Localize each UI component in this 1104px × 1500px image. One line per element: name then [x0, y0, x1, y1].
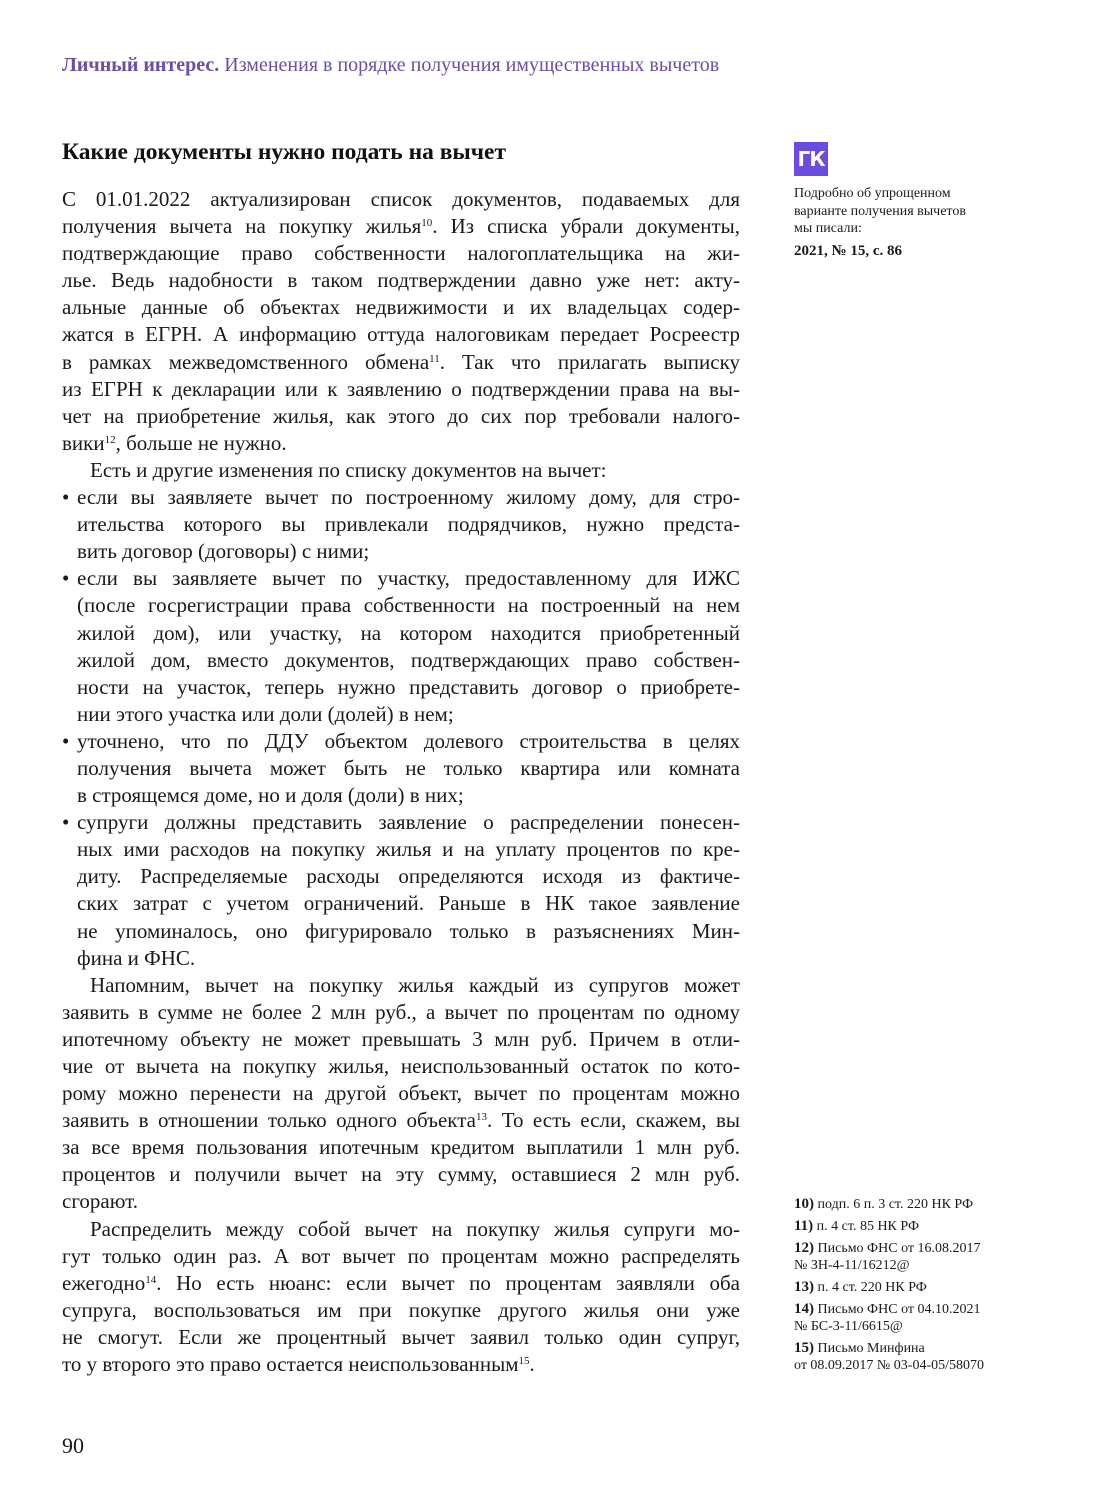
text-run: С 01.01.2022 актуализирован список документов, подаваемых для	[62, 187, 740, 211]
footnote-number: 12)	[794, 1239, 814, 1256]
text-run: . Из списка убрали документы,	[432, 214, 740, 239]
footnote-ref: 13	[476, 1111, 487, 1124]
list-item-line	[62, 620, 740, 647]
footnote-ref: 14	[145, 1273, 157, 1286]
paragraph-line	[62, 1351, 740, 1378]
footnote-text: подп. 6 п. 3 ст. 220 НК РФ	[817, 1197, 974, 1212]
paragraph-line	[62, 213, 740, 240]
paragraph-line	[62, 1297, 740, 1324]
text-run: заявить в отношении только одного объекта	[62, 1108, 476, 1133]
text-run: Есть и другие изменения по списку документов на вычет:	[90, 457, 607, 482]
paragraph-line	[62, 1324, 740, 1351]
footnote-text: п. 4 ст. 220 НК РФ	[817, 1279, 927, 1295]
paragraph-line	[62, 1270, 740, 1297]
footnote-line	[794, 1257, 1054, 1275]
list-item-line	[62, 755, 740, 782]
footnote-text: № ЗН-4-11/16212@	[794, 1258, 910, 1274]
text-run: вики	[62, 430, 105, 455]
footnote-text: Письмо ФНС от 04.10.2021	[817, 1301, 981, 1317]
paragraph-line	[62, 972, 740, 999]
text-run: вить договор (договоры) с ними;	[77, 539, 370, 564]
footnote-ref: 11	[429, 352, 440, 365]
list-item-line	[62, 538, 740, 565]
text-run: чие от вычета на покупку жилья, неиспользованный остаток по кото-	[62, 1054, 740, 1078]
paragraph-line	[62, 1134, 740, 1161]
list-item-line	[62, 836, 740, 863]
paragraph-line	[62, 240, 740, 267]
footnote	[794, 1218, 1054, 1236]
text-run: (после госрегистрации права собственности на построенный на нем	[77, 593, 740, 618]
text-run: Напомним, вычет на покупку жилья каждый из супругов может	[90, 972, 740, 997]
list-item-line	[62, 511, 740, 538]
footnote	[794, 1240, 1054, 1275]
text-run: Распределить между собой вычет на покупку жилья супруги мо-	[90, 1216, 740, 1241]
text-run: фина и ФНС.	[77, 945, 196, 970]
text-run: не упоминалось, оно фигурировало только в разъяснениях Мин-	[77, 918, 740, 943]
sidebar-text-line: мы писали:	[794, 221, 862, 236]
paragraph-line	[62, 1161, 740, 1188]
footnote-line	[794, 1218, 1054, 1236]
footnote-line	[794, 1357, 1054, 1375]
page-number: 90	[62, 1433, 84, 1458]
text-run: ских затрат с учетом ограничений. Раньше в НК такое заявление	[77, 891, 740, 916]
text-run: ипотечному объекту не может превышать 3 млн руб. Причем в отли-	[62, 1026, 740, 1051]
footnote-line	[794, 1301, 1054, 1319]
footnote-line	[794, 1279, 1054, 1297]
paragraph-line	[62, 430, 740, 457]
text-run: . Но есть нюанс: если вычет по процентам заявляли оба	[156, 1270, 740, 1295]
text-run: не смогут. Если же процентный вычет заявил только один супруг,	[62, 1324, 740, 1349]
footnote-ref: 12	[104, 433, 116, 446]
text-run: нии этого участка или доли (долей) в нем;	[77, 701, 454, 726]
list-item-line	[62, 782, 740, 809]
list-item-line	[62, 945, 740, 972]
list-item-line	[62, 674, 740, 701]
paragraph-line	[62, 1107, 740, 1134]
text-run: уточнено, что по ДДУ объектом долевого строительства в целях	[77, 728, 740, 753]
paragraph-line	[62, 1026, 740, 1053]
sidebar-reference	[794, 185, 1034, 260]
section-title: Какие документы нужно подать на вычет	[62, 139, 506, 165]
paragraph-line	[62, 1216, 740, 1243]
text-run: ных ими расходов на покупку жилья и на уплату процентов по кре-	[77, 837, 740, 862]
text-run: получения вычета на покупку жилья	[62, 214, 422, 239]
bullet-marker: •	[62, 810, 70, 835]
footnote-line	[794, 1240, 1054, 1258]
text-run: ежегодно	[62, 1270, 146, 1295]
footnote	[794, 1340, 1054, 1375]
text-run: жилой дом), или участку, на котором находится приобретенный	[77, 620, 740, 645]
footnote	[794, 1279, 1054, 1297]
footnote-text: Письмо Минфина	[817, 1340, 925, 1356]
text-run: лье. Ведь надобности в таком подтверждении давно уже нет: акту-	[62, 268, 740, 293]
footnote-line	[794, 1196, 1054, 1214]
footnote-number: 15)	[794, 1339, 814, 1356]
footnote-text: п. 4 ст. 85 НК РФ	[816, 1218, 919, 1234]
footnote-number: 14)	[794, 1300, 814, 1317]
paragraph-line	[62, 1053, 740, 1080]
footnote-line	[794, 1340, 1054, 1358]
text-run: если вы заявляете вычет по участку, предоставленному для ИЖС	[77, 566, 740, 591]
text-run: получения вычета может быть не только квартира или комната	[77, 755, 740, 780]
bullet-marker: •	[62, 485, 70, 510]
paragraph-line	[62, 267, 740, 294]
text-run: альные данные об объектах недвижимости и их владельцах содер-	[62, 295, 740, 320]
footnote	[794, 1301, 1054, 1336]
list-item-line	[62, 890, 740, 917]
text-run: гут только один раз. А вот вычет по процентам можно распределять	[62, 1243, 740, 1268]
text-run: . То есть если, скажем, вы	[487, 1108, 740, 1133]
text-run: подтверждающие право собственности налогоплательщика на жи-	[62, 241, 740, 266]
text-run: если вы заявляете вычет по построенному жилому дому, для стро-	[77, 485, 740, 510]
text-run: чет на приобретение жилья, как этого до сих пор требовали налого-	[62, 403, 740, 428]
text-run: рому можно перенести на другой объект, вычет по процентам можно	[62, 1081, 740, 1106]
text-run: процентов и получили вычет на эту сумму, оставшиеся 2 млн руб.	[62, 1162, 740, 1187]
running-header-section: Личный интерес.	[62, 54, 220, 76]
text-run: в строящемся доме, но и доля (доли) в них;	[77, 783, 464, 808]
footnote-text: Письмо ФНС от 16.08.2017	[817, 1240, 981, 1256]
paragraph-line	[62, 376, 740, 403]
running-header	[62, 54, 719, 77]
text-run: жатся в ЕГРН. А информацию оттуда налоговикам передает Росреестр	[62, 322, 740, 347]
bullet-marker: •	[62, 566, 70, 591]
text-run: диту. Распределяемые расходы определяются исходя из фактиче-	[77, 864, 740, 889]
text-run: из ЕГРН к декларации или к заявлению о подтверждении права на вы-	[62, 376, 740, 401]
paragraph-line	[62, 186, 740, 213]
paragraph-line	[62, 403, 740, 430]
footnote-number: 10)	[794, 1196, 814, 1212]
list-item-line	[62, 728, 740, 755]
list-item-line	[62, 701, 740, 728]
footnote-text: от 08.09.2017 № 03-04-05/58070	[794, 1358, 985, 1374]
text-run: супруги должны представить заявление о распределении понесен-	[77, 810, 740, 835]
list-item-line	[62, 592, 740, 619]
text-run: сгорают.	[62, 1189, 138, 1214]
bullet-marker: •	[62, 728, 70, 753]
paragraph-line	[62, 1188, 740, 1215]
list-item-line	[62, 484, 740, 511]
paragraph-line	[62, 1080, 740, 1107]
footnote-line	[794, 1318, 1054, 1336]
text-run: ительства которого вы привлекали подрядчиков, нужно предста-	[77, 512, 740, 537]
text-run: за все время пользования ипотечным кредитом выплатили 1 млн руб.	[62, 1135, 740, 1160]
list-item-line	[62, 809, 740, 836]
list-item-line	[62, 565, 740, 592]
footnote-ref: 15	[518, 1355, 530, 1368]
text-run: , больше не нужно.	[115, 430, 287, 455]
paragraph-line	[62, 294, 740, 321]
paragraph-line	[62, 1243, 740, 1270]
text-run: то у второго это право остается неиспользованным	[62, 1352, 519, 1377]
article-body	[62, 186, 740, 1378]
paragraph-line	[62, 999, 740, 1026]
sidebar-text-line: варианте получения вычетов	[794, 203, 966, 219]
text-run: ности на участок, теперь нужно представить договор о приобрете-	[77, 674, 740, 699]
paragraph-line	[62, 321, 740, 348]
footnote-text: № БС-3-11/6615@	[794, 1319, 903, 1335]
list-item-line	[62, 647, 740, 674]
footnotes	[794, 1196, 1054, 1379]
text-run: супруга, воспользоваться им при покупке другого жилья они уже	[62, 1297, 740, 1322]
list-item-line	[62, 918, 740, 945]
magazine-logo-icon: ГК	[794, 142, 828, 176]
text-run: .	[529, 1352, 535, 1377]
footnote-number: 13)	[794, 1278, 814, 1295]
sidebar-issue-ref: 2021, № 15, с. 86	[794, 242, 902, 259]
footnote-ref: 10	[421, 217, 433, 230]
list-item-line	[62, 863, 740, 890]
running-header-topic: Изменения в порядке получения имущественных вычетов	[224, 54, 720, 76]
footnote	[794, 1196, 1054, 1214]
paragraph-line	[62, 349, 740, 376]
paragraph-line	[62, 457, 740, 484]
sidebar-text-line: Подробно об упрощенном	[794, 186, 951, 201]
text-run: заявить в сумме не более 2 млн руб., а вычет по процентам по одному	[62, 999, 740, 1024]
text-run: жилой дом, вместо документов, подтверждающих право собствен-	[77, 647, 740, 672]
text-run: в рамках межведомственного обмена	[62, 349, 430, 374]
text-run: . Так что прилагать выписку	[439, 349, 740, 374]
footnote-number: 11)	[794, 1217, 814, 1234]
